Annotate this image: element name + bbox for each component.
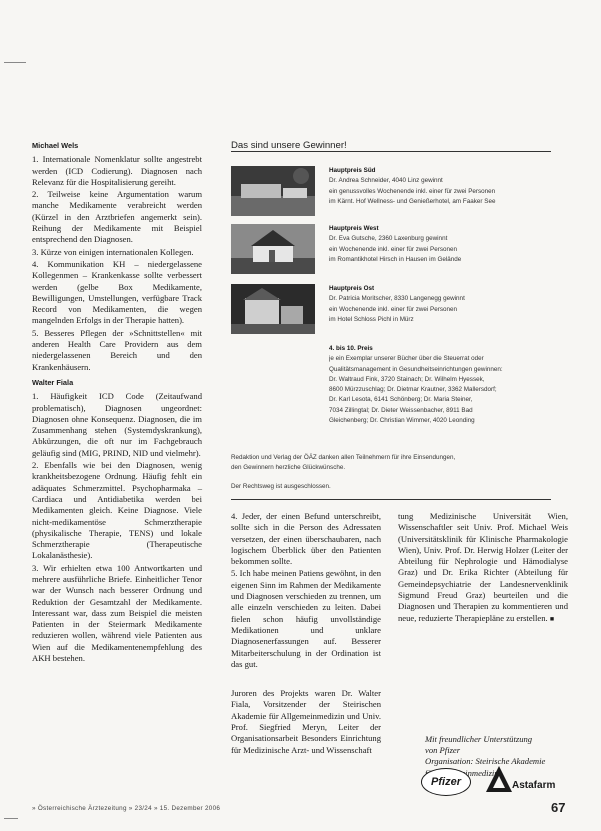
- list-item: 4. Kommunikation KH – niedergelassene Kollegenmen – Krankenkasse sollte verbessert werden (gelbe Box Medikamente, Bewilligungen, Umstellungen, verfügbare Track Record von Medikamenten, die wegen mangelnden Erfolgs in der Therapie hatten).: [32, 258, 202, 326]
- prize-line: Dr. Patricia Moritscher, 8330 Langenegg gewinnt: [329, 295, 465, 303]
- astafarm-logo: [484, 764, 564, 796]
- prize-heading: Hauptpreis West: [329, 225, 379, 232]
- middle-column: [231, 511, 381, 756]
- author-heading-weis: Michael Wels: [32, 141, 79, 150]
- prize-heading: 4. bis 10. Preis: [329, 345, 373, 352]
- page-number: 67: [551, 800, 566, 815]
- prize-line: Qualitätsmanagement in Gesundheitseinrichtungen gewinnen:: [329, 365, 503, 373]
- winners-box-title: Das sind unsere Gewinner!: [231, 140, 347, 151]
- sponsor-line: Allgemeinmedizin: [437, 767, 499, 778]
- page-footer: » Österreichische Ärztezeitung » 23/24 » 15. Dezember 2006: [32, 805, 221, 812]
- winners-box-top-rule: [231, 151, 551, 152]
- prize-line: ein genussvolles Wochenende inkl. einer für zwei Personen: [329, 187, 496, 195]
- prize-text-south: [329, 166, 551, 208]
- prize-block-south: [231, 166, 551, 218]
- pfizer-logo: [421, 768, 471, 796]
- winners-thanks: [231, 453, 551, 492]
- prize-line: Dr. Eva Gutsche, 2360 Laxenburg gewinnt: [329, 235, 448, 243]
- prize-line: im Romantikhotel Hirsch in Hausen im Gelände: [329, 256, 462, 264]
- right-column: [398, 511, 568, 625]
- list-item: 1. Häufigkeit ICD Code (Zeitaufwand problematisch), Diagnosen ungeordnet: Diagnosen ohne Konsequenz. Diagnosen, die im Zusammenhang stehen (Systemdyskrankung), Abkürzungen, die oft nur im Fachgebrauch geläufig sind (MIG, PRIND, NID und vielmehr).: [32, 391, 202, 458]
- thanks-line: Der Rechtsweg ist ausgeschlossen.: [231, 482, 331, 490]
- sponsor-line: Mit freundlicher Unterstützung: [425, 734, 533, 744]
- end-mark-icon: ■: [549, 615, 555, 623]
- astafarm-logo-text: Astafarm: [512, 780, 556, 791]
- crop-mark-top-left: [4, 62, 26, 63]
- left-column: [32, 140, 202, 665]
- list-item: 4. Jeder, der einen Befund unterschreibt, sollte sich in die Person des Adressaten versetzen, der einen überschaubaren, nach logischem Überblick über den Patienten bekommen sollte.: [231, 511, 381, 567]
- list-item: 5. Besseres Pflegen der »Schnittstellen« mit anderen Health Care Providern aus dem niedergelassenen Bereich und den Krankenhäusern.: [32, 327, 202, 372]
- prize-line: ein Wochenende inkl. einer für zwei Personen: [329, 245, 457, 253]
- prize-block-4-10: [329, 344, 551, 426]
- list-item: 2. Teilweise keine Argumentation warum manche Medikamente verabreicht werden (Kürzel in den Arztbriefen angemerkt sein). Reihung der Medikamente mit Beispiel entsprechend den Diagnosen.: [32, 189, 202, 245]
- list-item: 2. Ebenfalls wie bei den Diagnosen, wenig krankheitsbezogene Ordnung. Häufig fehlt ein adäquates Schmerzmittel. Psychopharmaka – Cardiaca und Antidiabetika werden bei Medikamenten gleich. Keine Diagnose. Viele nicht-medikamentöse Schmerztherapie (physikalische Therapie, TENS) und lokale Schmerztherapie (Therapeutische Lokalanästhesie).: [32, 460, 202, 561]
- body-text: tung Medizinische Universität Wien, Wissenschaftler seit Univ. Prof. Michael Weis (Universitätsklinik für Klinische Pharmakologie Wien), Univ. Prof. Dr. Herwig Holzer (Leiter der Abteilung für Nephrologie und Hämodialyse Graz) und Dr. Erika Richter (Abteilung für Gemeindepsychiatrie der Landesnervenklinik Sigmund Freud Graz) beurteilen und die Diagnosen und Therapien zu kommentieren und neue, reduzierte Therapiepläne zu erstellen.: [398, 511, 568, 623]
- prize-block-east: [231, 284, 551, 336]
- sponsor-line: Organisation: Steirische Akademie: [425, 756, 546, 767]
- body-paragraph: [398, 511, 568, 625]
- list-item: 5. Ich habe meinen Patiens gewöhnt, in den eigenen Sinn im Rahmen der Medikamente und Diagnosen verschieden zu trennen, um alle einzeln verschieden zu leiten. Dabei fielen schon häufig unvollständige Medikationen und unklare Diagnosenerfassungen auf. Besserer Mitarbeiterschulung in der Ordination ist das gut.: [231, 568, 381, 669]
- prize-line: ein Wochenende inkl. einer für zwei Personen: [329, 305, 457, 313]
- jury-paragraph: Juroren des Projekts waren Dr. Walter Fiala, Vorsitzender der Steirischen Akademie für Allgemeinmedizin und Univ. Prof. Siegfried Meryn, Leiter der Organisationsarbeit Besonders Einrichtung für Medizinische Arzt- und Wissenschaft: [231, 688, 381, 755]
- list-item: 1. Internationale Nomenklatur sollte angestrebt werden (ICD Codierung). Diagnosen nach Relevanz für die Hospitalisierung gereiht.: [32, 154, 202, 187]
- hotel-photo-east: [231, 284, 315, 334]
- list-item: 3. Wir erhielten etwa 100 Antwortkarten und mehrere ausführliche Briefe. Einheitlicher Tenor war der Wunsch nach besserer Ordnung und Reduktion der Gesamtzahl der Medikamente. Interessant war, dass zum Beispiel die meisten Patienten in der Steiermark Medikamente reduzieren wollen, während viele Patienten aus Wien auf die Medikamentenempfehlung des AKH bestehen.: [32, 562, 202, 664]
- prize-line: Dr. Karl Lesota, 6141 Schönberg; Dr. Maria Steiner,: [329, 396, 473, 404]
- pfizer-logo-text: Pfizer: [431, 776, 461, 788]
- prize-line: Gleichenberg; Dr. Christian Wimmer, 4020 Leonding: [329, 417, 475, 425]
- prize-line: Dr. Andrea Schneider, 4040 Linz gewinnt: [329, 177, 443, 185]
- prize-line: 7034 Zillingtal; Dr. Dieter Weissenbacher, 8911 Bad: [329, 406, 473, 414]
- prize-line: im Kärnt. Hof Wellness- und Genießerhotel, am Faaker See: [329, 198, 496, 206]
- crop-mark-bottom-left: [4, 818, 18, 819]
- hotel-photo-west: [231, 224, 315, 274]
- thanks-line: [231, 474, 551, 482]
- prize-line: je ein Exemplar unserer Bücher über die Steuerrat oder: [329, 355, 484, 363]
- prize-line: Dr. Waltraud Fink, 3720 Stainach; Dr. Wilhelm Hyessek,: [329, 375, 485, 383]
- prize-line: 8600 Mürzzuschlag; Dr. Dietmar Krautner, 3362 Mallersdorf;: [329, 386, 497, 394]
- sponsor-line: von Pfizer: [425, 745, 461, 756]
- hotel-photo-south: [231, 166, 315, 216]
- prize-heading: Hauptpreis Süd: [329, 167, 376, 174]
- thanks-line: den Gewinnern herzliche Glückwünsche.: [231, 464, 346, 472]
- prize-text-east: [329, 284, 551, 326]
- winners-box-bottom-rule: [231, 499, 551, 500]
- thanks-line: Redaktion und Verlag der ÖÄZ danken allen Teilnehmern für ihre Einsendungen,: [231, 454, 456, 461]
- prize-heading: Hauptpreis Ost: [329, 285, 375, 292]
- prize-block-west: [231, 224, 551, 276]
- prize-text-west: [329, 224, 551, 266]
- astafarm-triangle-icon: [484, 764, 514, 794]
- prize-line: im Hotel Schloss Pichl in Mürz: [329, 316, 414, 324]
- author-heading-fiala: Walter Fiala: [32, 377, 74, 387]
- list-item: 3. Kürze von einigen internationalen Kollegen.: [32, 246, 194, 257]
